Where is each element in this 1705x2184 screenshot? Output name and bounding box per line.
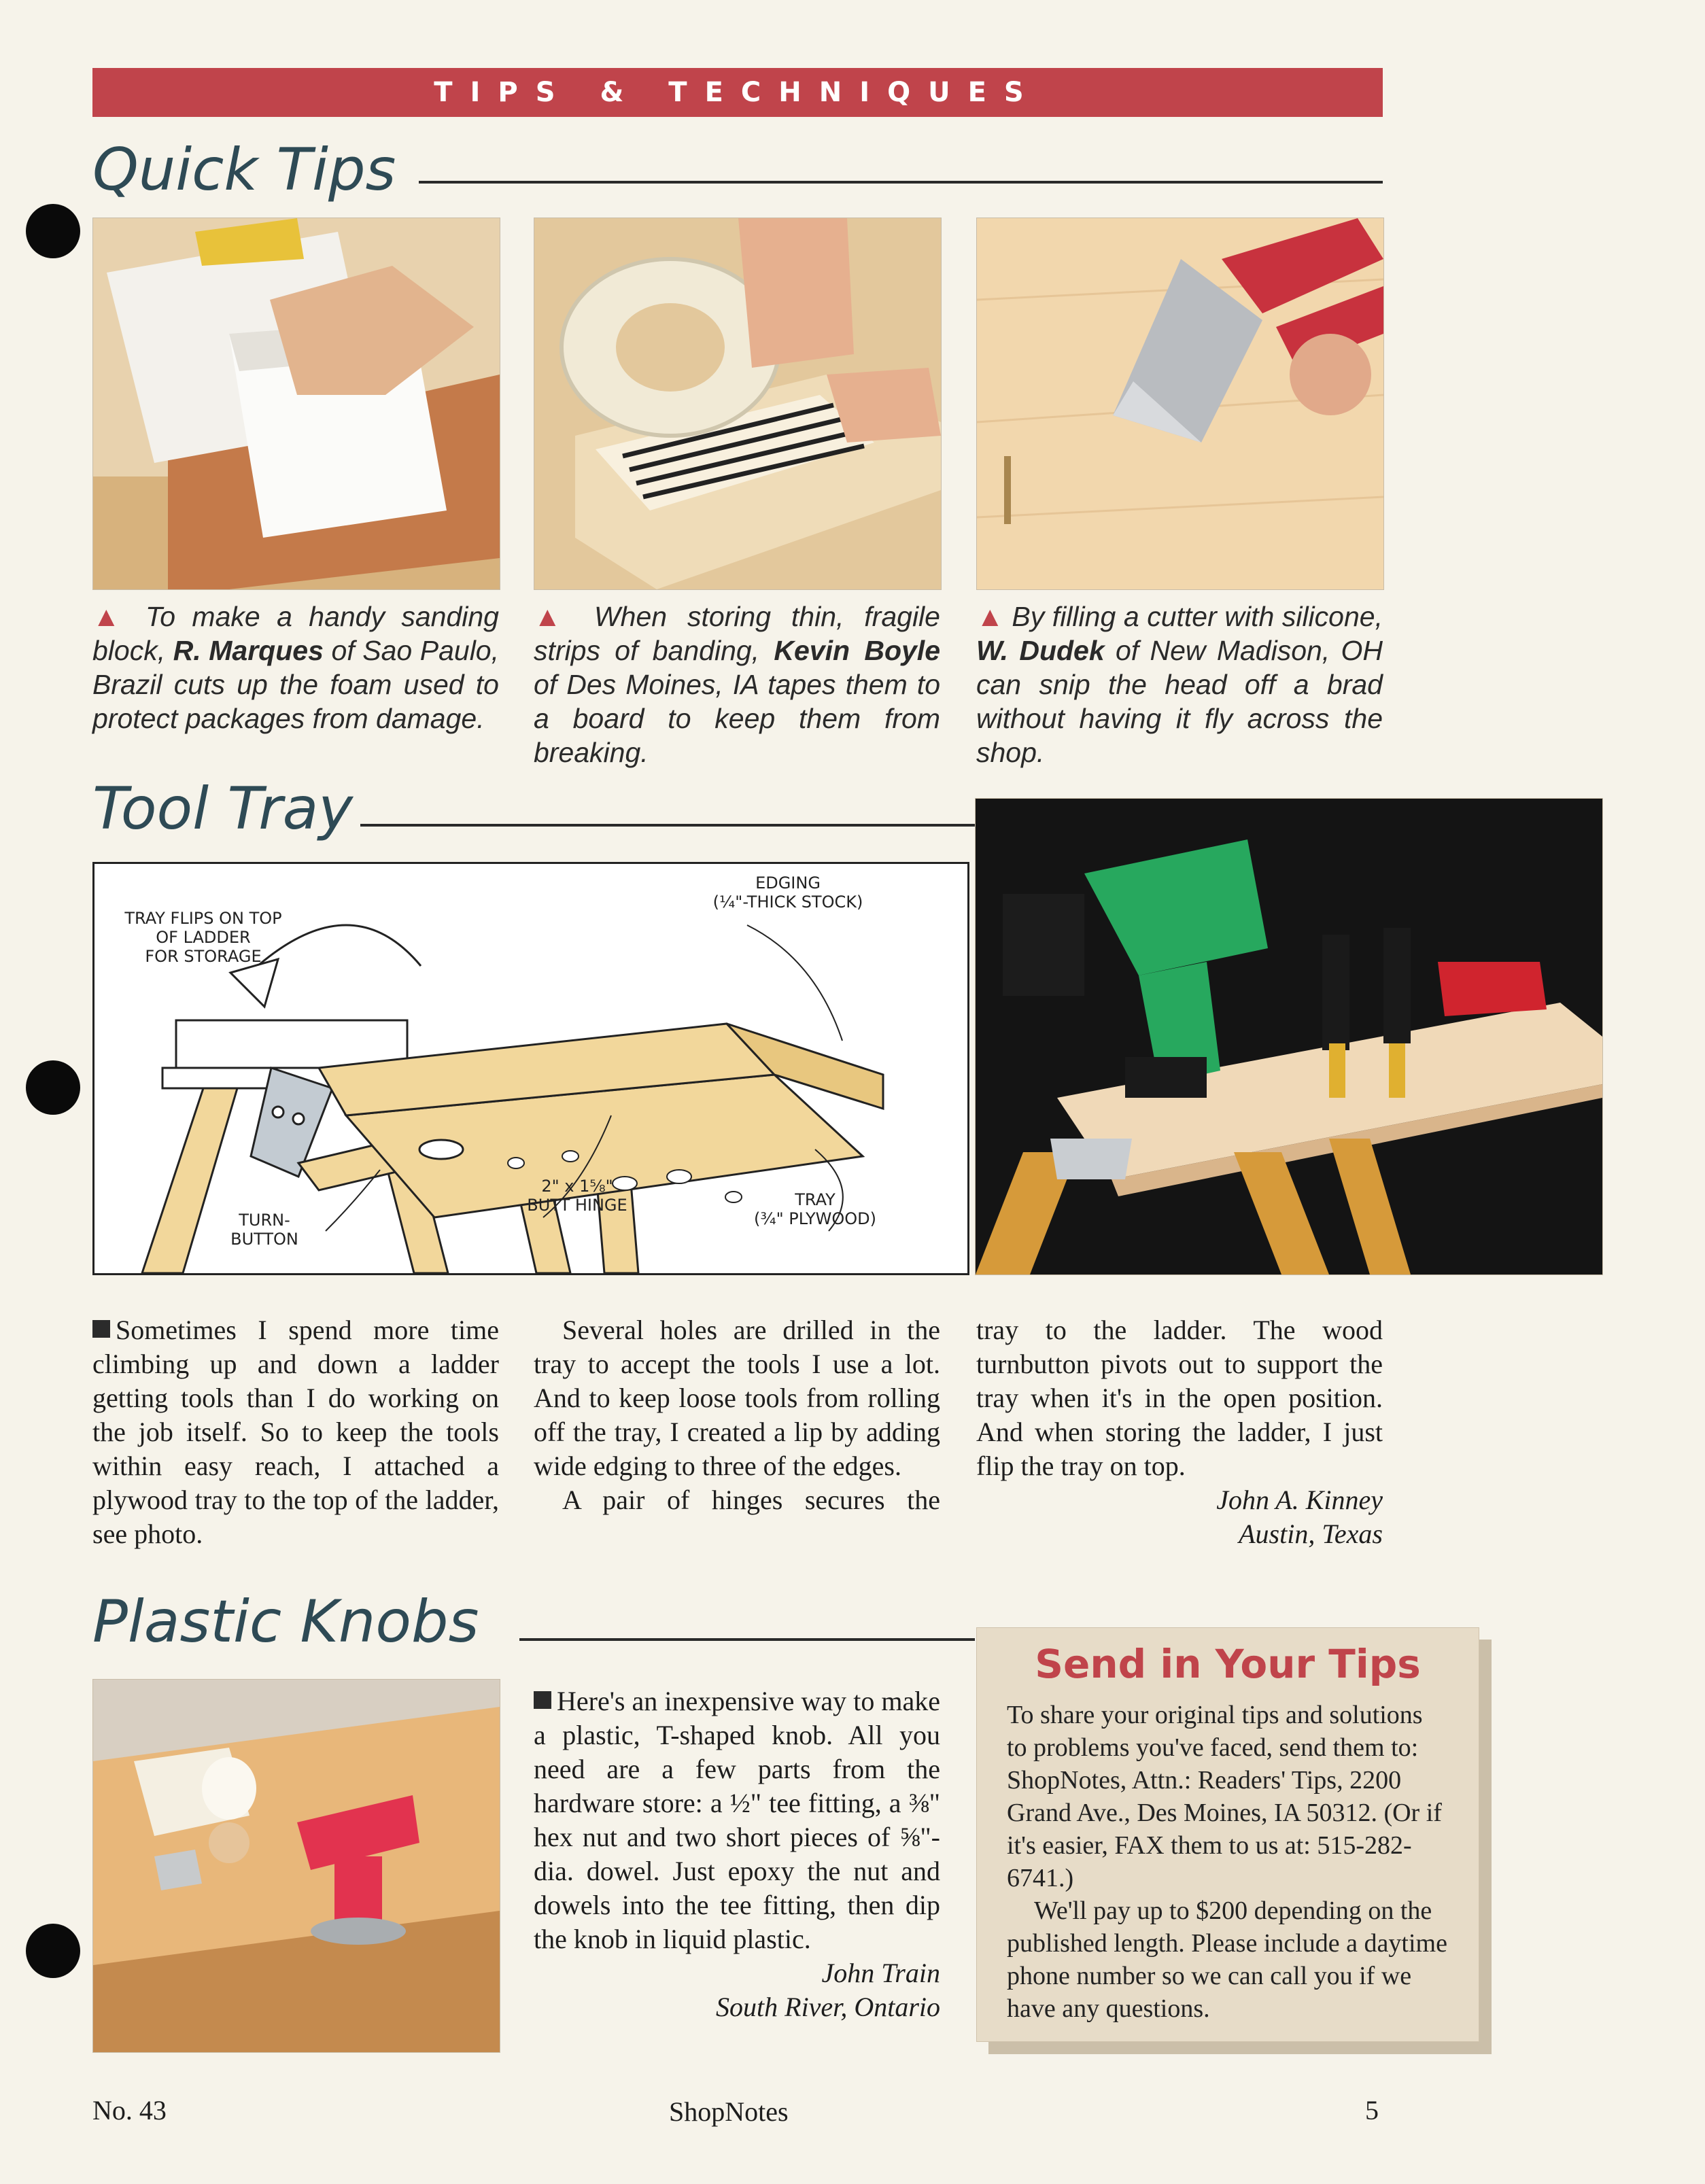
author-location: South River, Ontario xyxy=(716,1992,940,2022)
flip-label: TRAY FLIPS ON TOP OF LADDER FOR STORAGE xyxy=(124,909,282,966)
body-paragraph: A pair of hinges secures the xyxy=(562,1485,940,1515)
body-paragraph: To share your original tips and solutions to problems you've faced, send them to: ShopNotes, Attn.: Readers' Tips, 2200 Grand Ave., Des Moines, IA 50312. (Or if it's easier, FAX them to us at: 515-282-6741.) xyxy=(1007,1701,1442,1892)
send-tips-title: Send in Your Tips xyxy=(1035,1641,1421,1687)
send-tips-text xyxy=(1007,1699,1449,2025)
binder-hole xyxy=(26,204,80,258)
plastic-knob-photo xyxy=(92,1679,500,2053)
author-name: John Train xyxy=(821,1958,940,1988)
tool-tray-column-3 xyxy=(976,1313,1383,1551)
quick-tip-caption-1 xyxy=(92,600,499,735)
tool-tray-column-1 xyxy=(92,1313,499,1551)
quick-tip-caption-3 xyxy=(976,600,1383,769)
body-paragraph: Here's an inexpensive way to make a plastic, T-shaped knob. All you need are a few parts from the hardware store: a ½" tee fitting, a ⅜" hex nut and two short pieces of ⅝"-dia. dowel. Just epoxy the nut and dowels into the tee fitting, then dip the knob in liquid plastic. xyxy=(534,1686,940,1954)
binder-hole xyxy=(26,1924,80,1978)
contributor-name: Kevin Boyle xyxy=(774,635,940,666)
contributor-name: R. Marques xyxy=(173,635,324,666)
caption-text: of Des Moines, IA tapes them to a board to keep them from breaking. xyxy=(534,669,940,768)
caption-text: To make a handy sanding block, xyxy=(92,601,499,666)
silicone-cutter-photo xyxy=(976,218,1384,590)
square-bullet-icon xyxy=(534,1691,551,1709)
edging-label: EDGING (¼"-THICK STOCK) xyxy=(712,873,863,912)
magazine-name: ShopNotes xyxy=(669,2096,789,2127)
banding-tape-photo xyxy=(534,218,942,590)
turnbutton-label: TURN- BUTTON xyxy=(230,1211,298,1249)
section-banner: TIPS & TECHNIQUES xyxy=(92,68,1383,117)
binder-hole xyxy=(26,1060,80,1115)
hinge-label: 2" x 1⅝" BUTT HINGE xyxy=(527,1177,627,1215)
sanding-block-photo xyxy=(92,218,500,590)
tool-tray-diagram xyxy=(92,862,969,1275)
heading-rule xyxy=(419,181,1383,184)
quick-tips-heading: Quick Tips xyxy=(92,136,396,204)
tray-label: TRAY (¾" PLYWOOD) xyxy=(754,1190,876,1228)
caption-text: When storing thin, fragile strips of banding, xyxy=(534,601,940,666)
tool-tray-heading: Tool Tray xyxy=(92,775,354,843)
square-bullet-icon xyxy=(92,1320,110,1338)
caption-text: of Sao Paulo, Brazil cuts up the foam used to protect packages from damage. xyxy=(92,635,499,734)
body-paragraph: Sometimes I spend more time climbing up and down a ladder getting tools than I do working on the job itself. So to keep the tools within easy reach, I attached a plywood tray to the top of the ladder, see photo. xyxy=(92,1315,499,1549)
send-tips-box xyxy=(976,1627,1479,2042)
caption-text: By filling a cutter with silicone, xyxy=(1012,601,1383,632)
triangle-bullet-icon: ▲ xyxy=(92,601,129,632)
tool-tray-column-2 xyxy=(534,1313,940,1517)
plastic-knobs-heading: Plastic Knobs xyxy=(92,1588,479,1656)
heading-rule xyxy=(360,824,975,827)
contributor-name: W. Dudek xyxy=(976,635,1105,666)
page-number: 5 xyxy=(1365,2095,1379,2126)
caption-text: of New Madison, OH can snip the head off a brad without having it fly across the shop. xyxy=(976,635,1383,768)
quick-tip-caption-2 xyxy=(534,600,940,769)
author-location: Austin, Texas xyxy=(1239,1519,1383,1549)
heading-rule xyxy=(519,1638,975,1641)
body-paragraph: We'll pay up to $200 depending on the published length. Please include a daytime phone number so we can call you if we have any questions. xyxy=(1007,1896,1447,2023)
body-paragraph: tray to the ladder. The wood turnbutton pivots out to support the tray when it's in the open position. And when storing the ladder, I just flip the tray on top. xyxy=(976,1315,1383,1481)
body-paragraph: Several holes are drilled in the tray to accept the tools I use a lot. And to keep loose tools from rolling off the tray, I created a lip by adding wide edging to three of the edges. xyxy=(534,1315,940,1481)
author-name: John A. Kinney xyxy=(1216,1485,1383,1515)
plastic-knobs-text xyxy=(534,1684,940,2024)
triangle-bullet-icon: ▲ xyxy=(976,601,1004,632)
issue-number: No. 43 xyxy=(92,2095,167,2126)
ladder-tray-photo xyxy=(975,798,1603,1275)
triangle-bullet-icon: ▲ xyxy=(534,601,574,632)
